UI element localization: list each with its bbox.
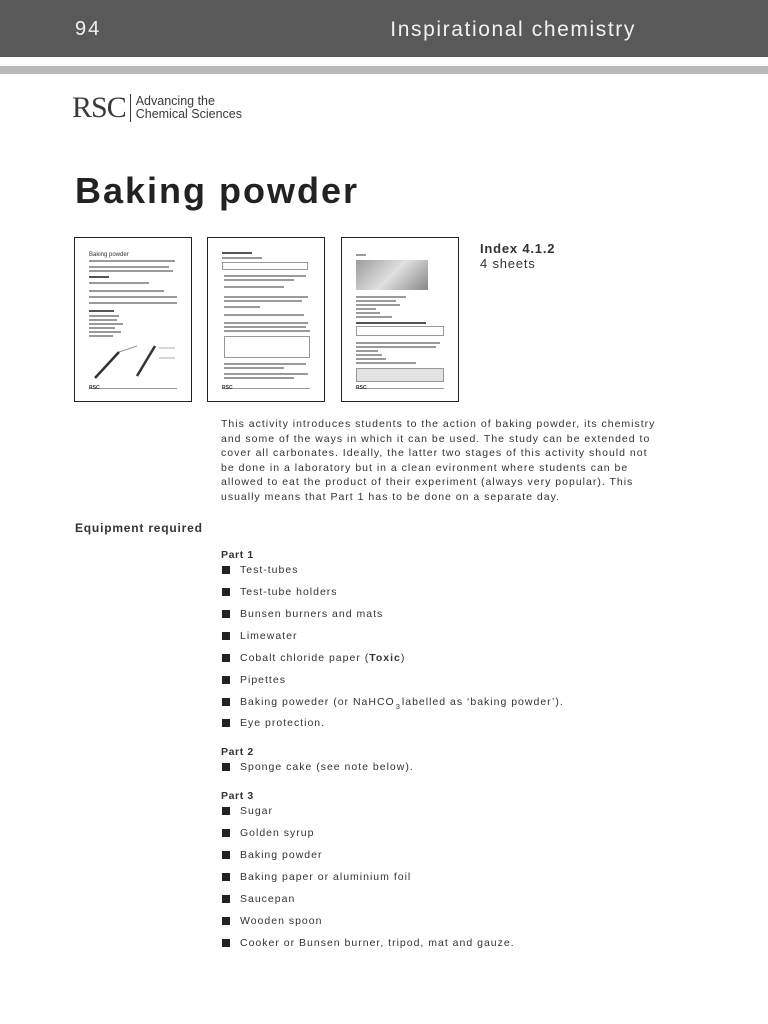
list-item: Sugar: [222, 804, 273, 818]
list-item: Saucepan: [222, 892, 295, 906]
list-item: Golden syrup: [222, 826, 314, 840]
bullet-icon: [222, 676, 230, 684]
bullet-icon: [222, 719, 230, 727]
bullet-icon: [222, 917, 230, 925]
thumbnail-logo: RSC: [356, 385, 367, 391]
list-item: Baking poweder (or NaHCO 3 labelled as ‘baking powder’).: [222, 695, 564, 709]
list-item: Test-tube holders: [222, 585, 338, 599]
thumbnail-title: Baking powder: [89, 252, 129, 258]
bullet-icon: [222, 895, 230, 903]
bullet-icon: [222, 939, 230, 947]
part3-heading: Part 3: [221, 790, 254, 802]
bullet-icon: [222, 851, 230, 859]
intro-paragraph: This activity introduces students to the action of baking powder, its chemistry and some of the ways in which it can be used. The study can be extended to cover all carbonates. Ideally, the latter two stages of this activity should not be done in a laboratory but in a clean evironment where students can be allowed to eat the product of their experiment (always very popular). This usually means that Part 1 has to be done on a separate day.: [221, 418, 656, 503]
bullet-icon: [222, 632, 230, 640]
bullet-icon: [222, 698, 230, 706]
bullet-icon: [222, 807, 230, 815]
index-code: Index 4.1.2: [480, 241, 556, 256]
equipment-heading: Equipment required: [75, 521, 203, 535]
part2-heading: Part 2: [221, 746, 254, 758]
header-bar: [0, 0, 768, 57]
list-item: Sponge cake (see note below).: [222, 760, 414, 774]
list-item: Cooker or Bunsen burner, tripod, mat and gauze.: [222, 936, 515, 950]
page-title: Baking powder: [75, 170, 360, 211]
logo-divider: [130, 94, 131, 122]
index-sheet-count: 4 sheets: [480, 256, 536, 271]
thumbnail-logo: RSC: [222, 385, 233, 391]
bullet-icon: [222, 566, 230, 574]
list-item: Baking paper or aluminium foil: [222, 870, 411, 884]
bullet-icon: [222, 763, 230, 771]
bullet-icon: [222, 610, 230, 618]
apparatus-diagram: [89, 338, 179, 383]
thumbnail-logo: RSC: [89, 385, 100, 391]
list-item: Bunsen burners and mats: [222, 607, 383, 621]
bullet-icon: [222, 654, 230, 662]
header-rule: [0, 66, 768, 74]
rsc-logo: [72, 93, 242, 123]
logo-tagline-line1: Advancing the: [135, 94, 215, 108]
logo-mark: RSC: [72, 91, 126, 124]
list-item: Pipettes: [222, 673, 286, 687]
worksheet-thumbnail-1: [74, 237, 192, 402]
list-item: Test-tubes: [222, 563, 298, 577]
toxic-warning: Toxic: [369, 652, 401, 664]
logo-tagline: [136, 95, 242, 121]
logo-tagline-line2: Chemical Sciences: [135, 107, 243, 121]
book-title: Inspirational chemistry: [390, 18, 636, 41]
worksheet-thumbnail-2: [207, 237, 325, 402]
thumbnail-photo: [356, 260, 428, 290]
list-item: Limewater: [222, 629, 297, 643]
part1-heading: Part 1: [221, 549, 254, 561]
list-item: Cobalt chloride paper ( Toxic ): [222, 651, 405, 665]
page-number: 94: [75, 18, 102, 40]
list-item: Baking powder: [222, 848, 322, 862]
bullet-icon: [222, 588, 230, 596]
list-item: Eye protection.: [222, 716, 325, 730]
worksheet-thumbnail-3: [341, 237, 459, 402]
bullet-icon: [222, 873, 230, 881]
list-item: Wooden spoon: [222, 914, 322, 928]
bullet-icon: [222, 829, 230, 837]
